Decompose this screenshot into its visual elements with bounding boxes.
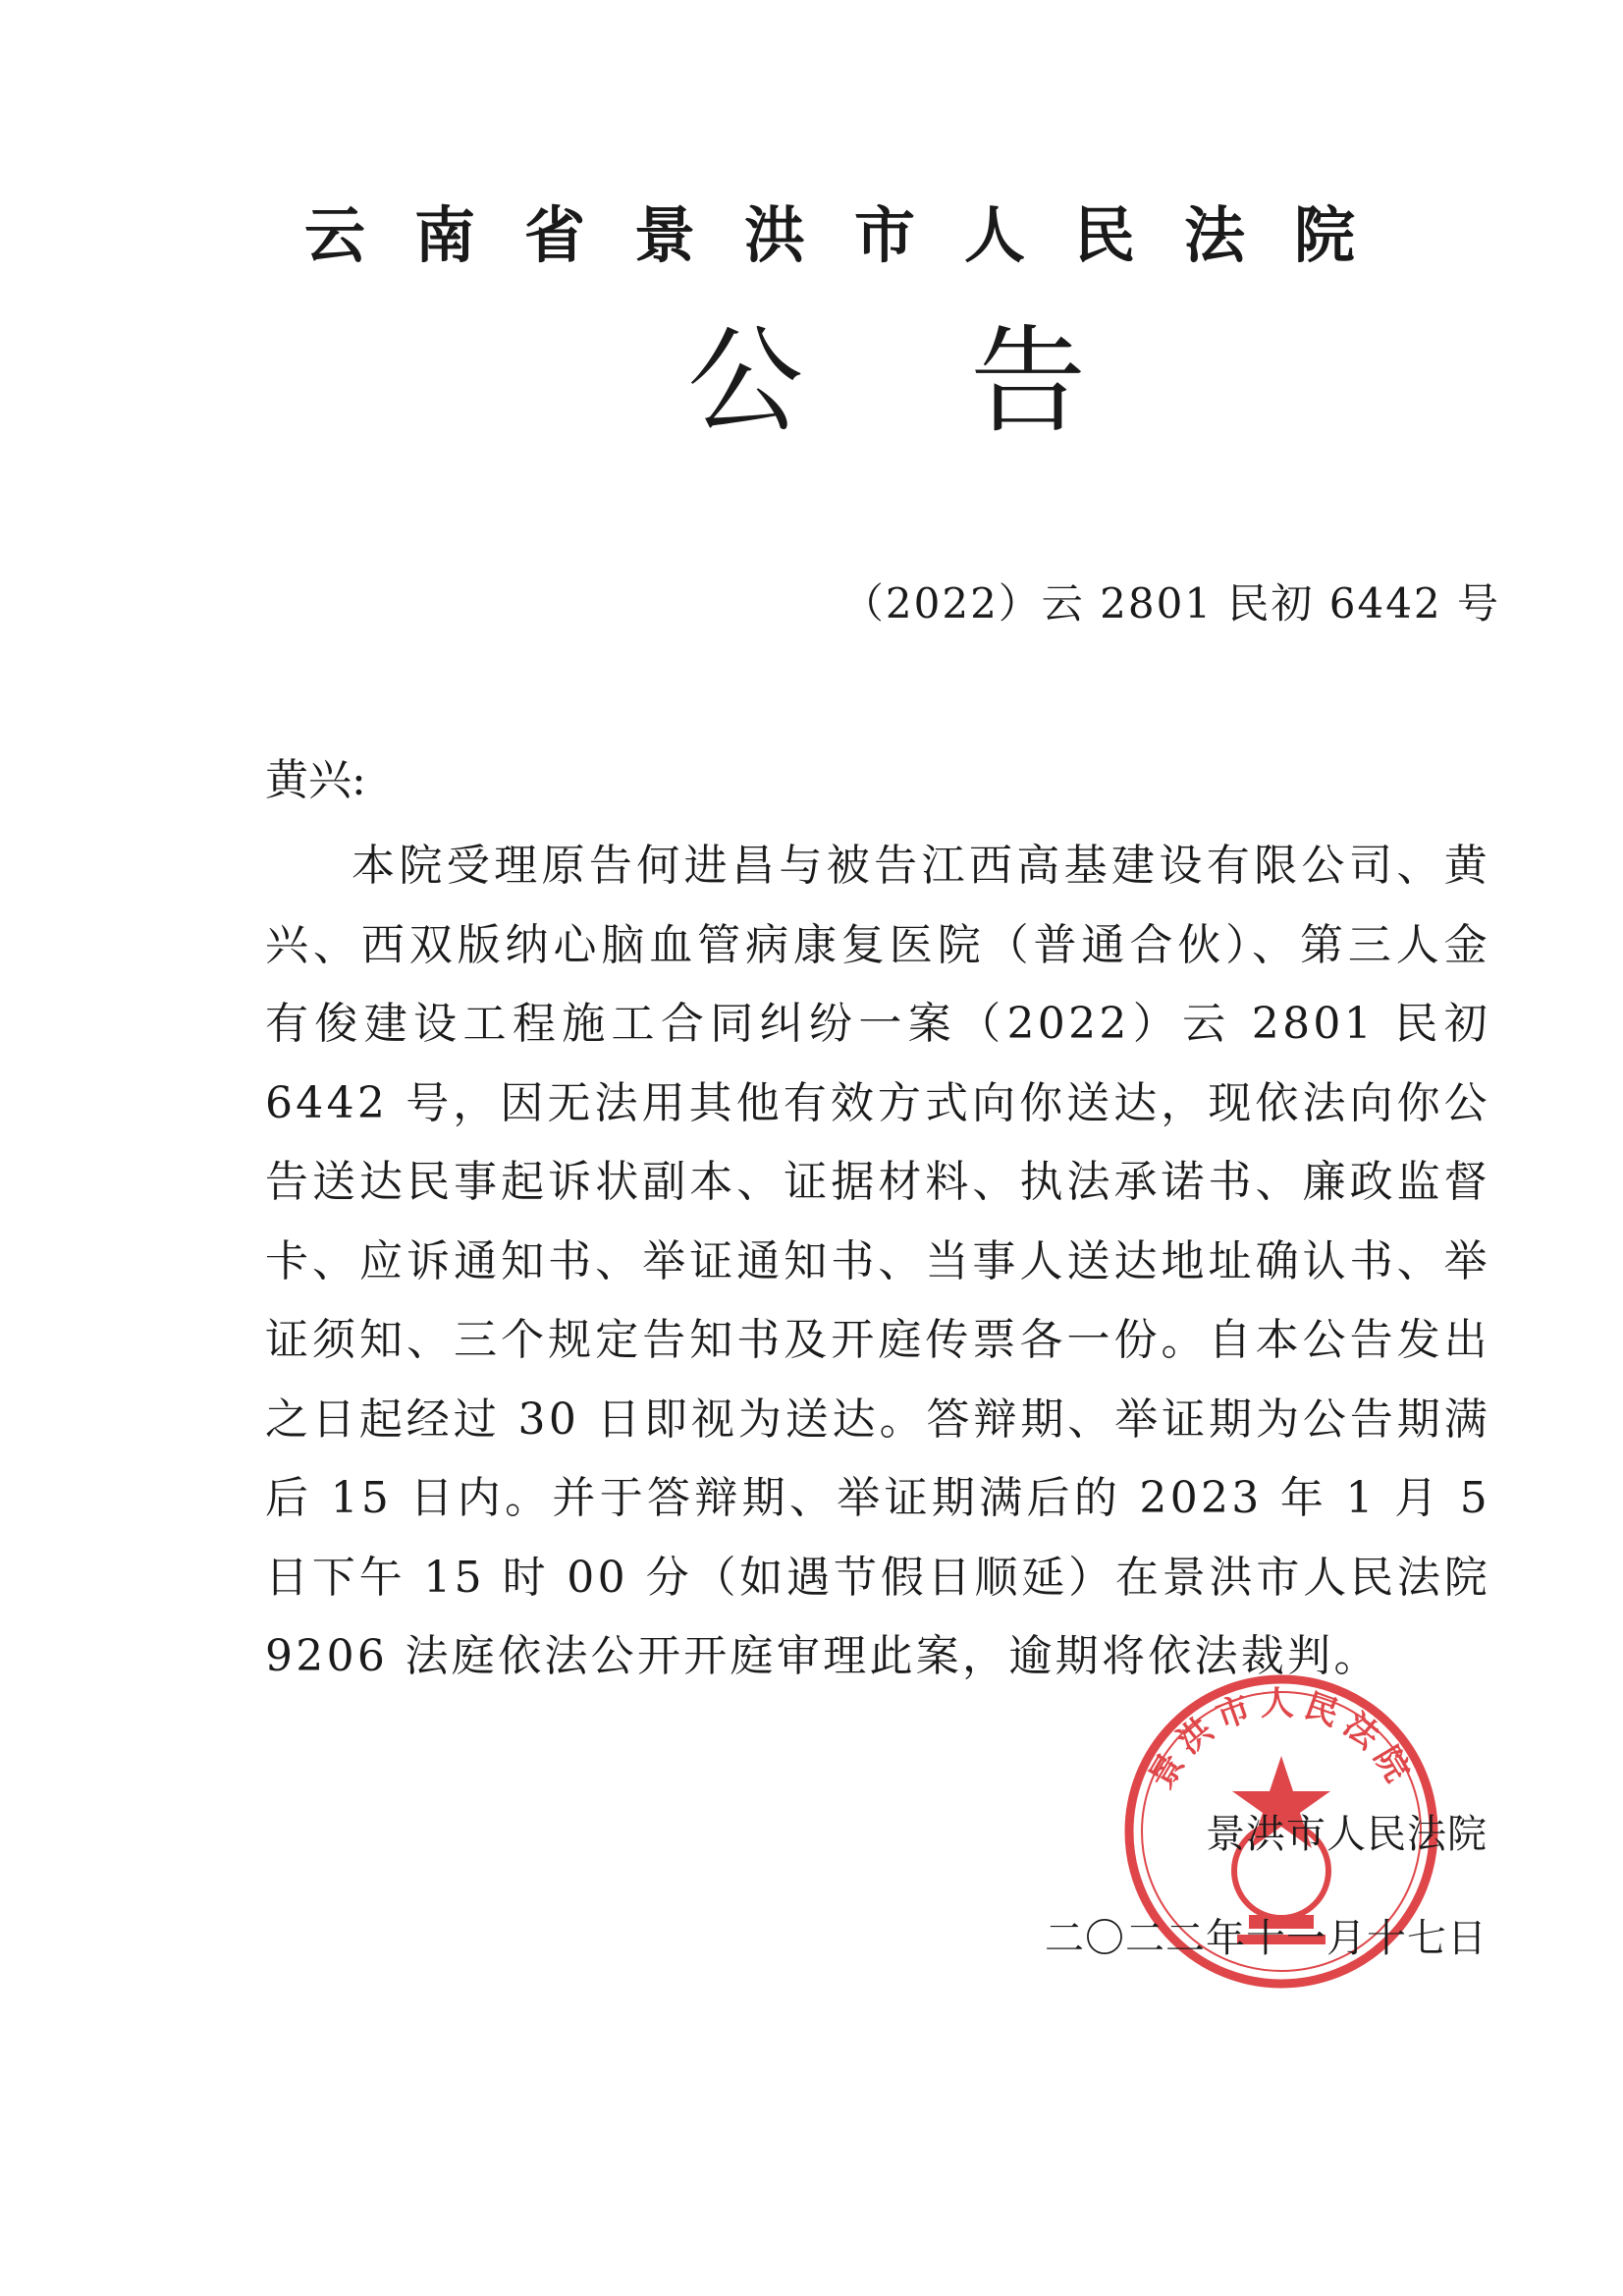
recipient-name: 黄兴: <box>265 755 366 805</box>
document-type-title: 公告 <box>687 313 1254 449</box>
issue-date: 二〇二二年十一月十七日 <box>1045 1916 1488 1961</box>
court-title: 云南省景洪市人民法院 <box>304 199 1405 271</box>
seal-text: 景洪市人民法院 <box>1141 1684 1422 1796</box>
case-number: （2022）云 2801 民初 6442 号 <box>841 579 1500 628</box>
issuer-signature: 景洪市人民法院 <box>1206 1812 1488 1857</box>
notice-body: 本院受理原告何进昌与被告江西高基建设有限公司、黄兴、西双版纳心脑血管病康复医院（普通合伙）、第三人金有俊建设工程施工合同纠纷一案（2022）云 2801 民初 6442 号，因无法用其他有效方式向你送达，现依法向你公告送达民事起诉状副本、证据材料、执法承诺书、廉政监督卡、应诉通知书、举证通知书、当事人送达地址确认书、举证须知、三个规定告知书及开庭传票各一份。自本公告发出之日起经过 30 日即视为送达。答辩期、举证期为公告期满后 15 日内。并于答辩期、举证期满后的 2023 年 1 月 5 日下午 15 时 00 分（如遇节假日顺延）在景洪市人民法院 9206 法庭依法公开开庭审理此案，逾期将依法裁判。 <box>265 841 1490 1681</box>
